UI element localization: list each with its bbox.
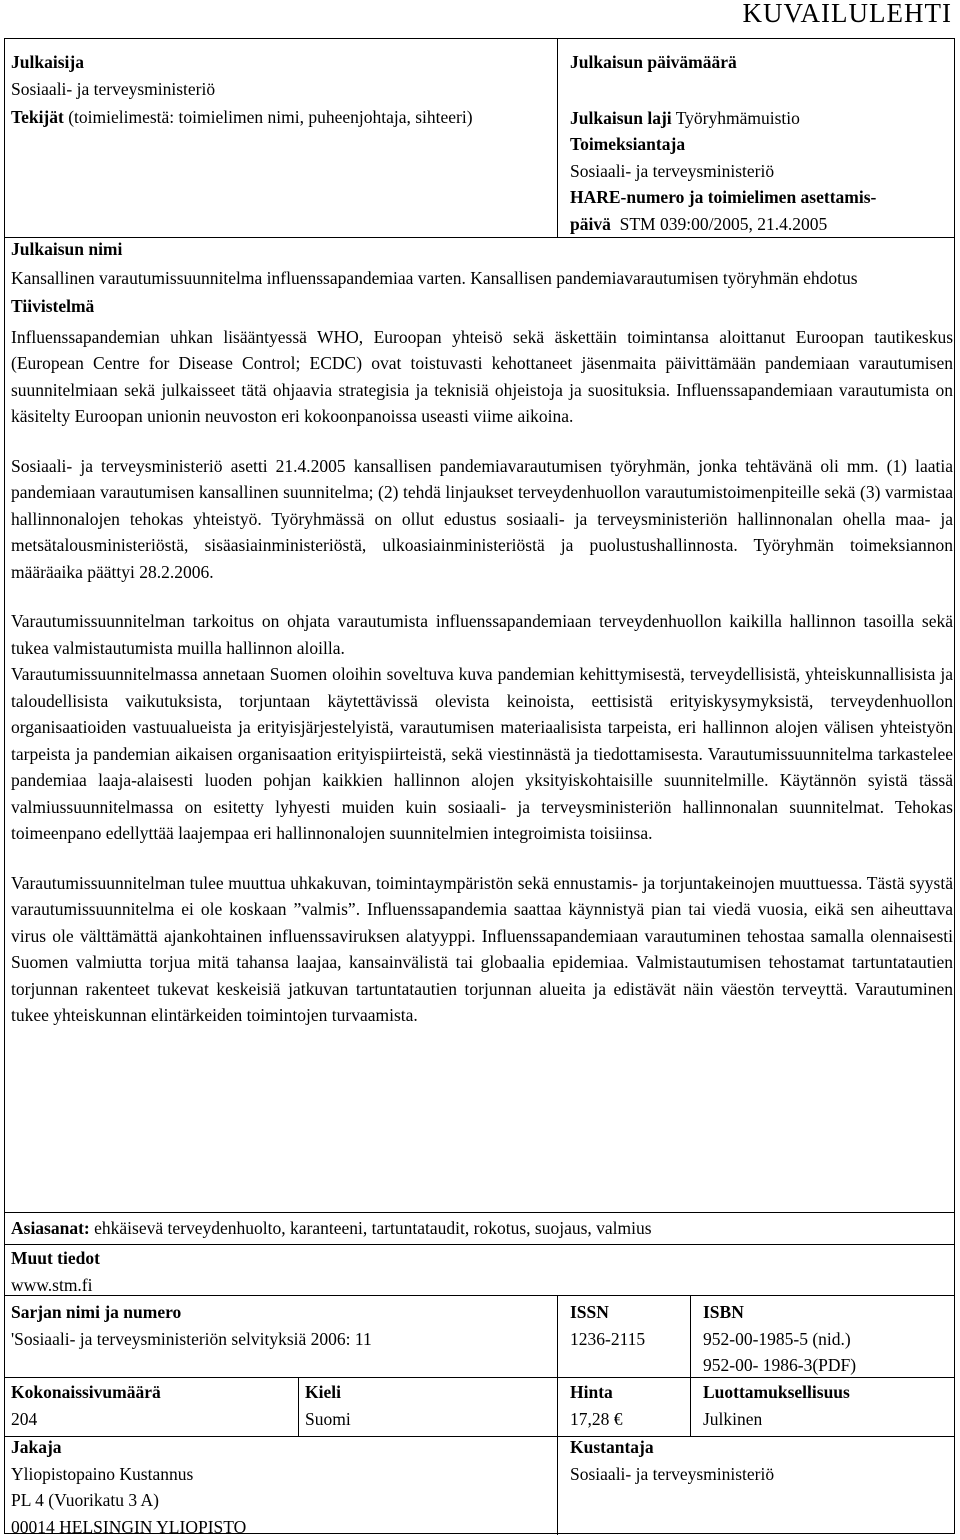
series-label: Sarjan nimi ja numero [11, 1302, 181, 1322]
isbn-field [703, 1299, 948, 1379]
page-count-field [11, 1379, 291, 1432]
isbn-value-pdf: 952-00- 1986-3(PDF) [703, 1352, 948, 1379]
price-label: Hinta [570, 1382, 613, 1402]
publication-info-block [570, 49, 950, 237]
series-value: 'Sosiaali- ja terveysministeriön selvityksiä 2006: 11 [11, 1326, 551, 1353]
publisher-house-value: Sosiaali- ja terveysministeriö [570, 1461, 950, 1488]
column-divider [557, 1295, 558, 1535]
page-count-value: 204 [11, 1406, 291, 1433]
isbn-label: ISBN [703, 1302, 744, 1322]
publication-type-value: Työryhmämuistio [676, 108, 800, 128]
commissioner-value: Sosiaali- ja terveysministeriö [570, 158, 950, 185]
confidentiality-label: Luottamuksellisuus [703, 1382, 850, 1402]
issn-value: 1236-2115 [570, 1326, 685, 1353]
hare-value: STM 039:00/2005, 21.4.2005 [620, 214, 828, 234]
publisher-house-label: Kustantaja [570, 1437, 654, 1457]
title-label: Julkaisun nimi [11, 239, 122, 259]
summary-paragraph: Varautumissuunnitelman tulee muuttua uhkakuvan, toimintaympäristön sekä ennustamis- ja torjuntakeinojen muuttuessa. Tästä syystä varautumissuunnitelma ei ole koskaan ”valmis”. Influenssapandemia saattaa käynnistyä pian tai viedä vuosia, eikä sen aiheuttava virus ole välttämättä ajankohtainen influenssaviruksen alatyyppi. Influenssapandemiaan varautuminen tehostaa samalla olennaisesti Suomen valmiutta torjua mitä tahansa laajaa, kansainvälistä tai globaalia epidemiaa. Valmistautumisen tehostamat tartuntatautien torjunnan rakenteet tukevat keskeisiä jatkuvan tartuntatautien torjunnan alueita ja edistävät näin väestön terveyttä. Varautuminen tukee yhteiskunnan elintärkeiden toimintojen turvaamista. [11, 870, 953, 1029]
summary-paragraph: Influenssapandemian uhkan lisääntyessä WHO, Euroopan yhteisö sekä äskettäin toimintansa aloittanut Euroopan tautikeskus (European Centre for Disease Control; ECDC) ovat toistuvasti kehottaneet jäsenmaita päivittämään pandemiaan varautumisen suunnitelmiaan sekä julkaisseet tätä ohjaavia strategisia ja teknisiä ohjeistoja ja suosituksia. Influenssapandemiaan varautumista on käsitelty Euroopan unionin neuvoston eri kokoonpanoissa useasti viime aikoina. [11, 324, 953, 430]
distributor-label: Jakaja [11, 1437, 62, 1457]
commissioner-label: Toimeksiantaja [570, 134, 685, 154]
authors-label-detail: (toimielimestä: toimielimen nimi, puheenjohtaja, sihteeri) [64, 107, 473, 127]
price-value: 17,28 € [570, 1406, 685, 1433]
authors-label: Tekijät [11, 107, 64, 127]
keywords-label: Asiasanat: [11, 1218, 90, 1238]
main-content [11, 236, 953, 1029]
series-field [11, 1299, 551, 1352]
price-field [570, 1379, 685, 1432]
column-divider [557, 39, 558, 237]
language-value: Suomi [305, 1406, 550, 1433]
hare-label: HARE-numero ja toimielimen asettamis- [570, 187, 876, 207]
row-divider [5, 1212, 954, 1213]
language-field [305, 1379, 550, 1432]
distributor-line: Yliopistopaino Kustannus [11, 1461, 551, 1488]
summary-label: Tiivistelmä [11, 296, 94, 316]
distributor-line: PL 4 (Vuorikatu 3 A) [11, 1487, 551, 1514]
confidentiality-value: Julkinen [703, 1406, 948, 1433]
document-heading: KUVAILULEHTI [743, 0, 952, 30]
summary-paragraph: Varautumissuunnitelmassa annetaan Suomen oloihin soveltuva kuva pandemian kehittymisestä, terveydellisistä, yhteiskunnallisista ja taloudellisista vaikutuksista, torjuntaan käytettävissä olevista keinoista, eettisistä erityiskysymyksistä, terveydenhuollon organisaatioiden vastuualueista ja erityisjärjestelyistä, varautumisen materiaalisista tarpeista, eri hallinnon alojen välisen yhteistyön tarpeista ja pandemian aikaisen organisaation erityispiirteistä, sekä viestinnästä ja tiedottamisesta. Varautumissuunnitelma tarkastelee pandemiaa laaja-alaisesti luoden pohjan kaikkien hallinnon alojen yksityiskohtaisille suunnitelmille. Käytännön syistä tässä valmiussuunnitelmassa on esitetty lyhyesti muiden kuin sosiaali- ja terveysministeriön hallinnonalan suunnitelmat. Tehokas toimeenpano edellyttää laajempaa eri hallinnonalojen suunnitelmien integroimista toisiinsa. [11, 661, 953, 847]
summary-paragraph: Varautumissuunnitelman tarkoitus on ohjata varautumista influenssapandemiaan terveydenhuollon kaikilla hallinnon tasoilla sekä tukea valmistautumista muilla hallinnon aloilla. [11, 608, 953, 661]
summary-paragraph: Sosiaali- ja terveysministeriö asetti 21.4.2005 kansallisen pandemiavarautumisen työryhmän, jonka tehtävänä oli mm. (1) laatia pandemiaan varautumisen kansallinen suunnitelma; (2) tehdä linjaukset terveydenhuollon varautumistoimenpiteille sekä (3) varmistaa hallinnonalojen tehokas yhteistyö. Työryhmässä on ollut edustus sosiaali- ja terveysministeriön hallinnonalan ohella maa- ja metsätalousministeriöstä, sisäasiainministeriöstä, ulkoasiainministeriöstä ja puolustushallinnosta. Työryhmän toimeksiannon määräaika päättyi 28.2.2006. [11, 453, 953, 586]
description-sheet-table [4, 38, 955, 1534]
language-label: Kieli [305, 1382, 341, 1402]
publication-date-label: Julkaisun päivämäärä [570, 52, 737, 72]
keywords-field [11, 1215, 951, 1242]
other-info-label: Muut tiedot [11, 1248, 100, 1268]
distributor-line: 00014 HELSINGIN YLIOPISTO [11, 1514, 551, 1540]
keywords-value: ehkäisevä terveydenhuolto, karanteeni, tartuntataudit, rokotus, suojaus, valmius [90, 1218, 652, 1238]
other-info-field [11, 1245, 551, 1298]
page-count-label: Kokonaissivumäärä [11, 1382, 161, 1402]
hare-label-cont: päivä [570, 214, 611, 234]
publisher-label: Julkaisija [11, 52, 84, 72]
issn-label: ISSN [570, 1302, 609, 1322]
distributor-field [11, 1434, 551, 1540]
column-divider [298, 1377, 299, 1436]
publisher-house-field [570, 1434, 950, 1487]
publisher-value: Sosiaali- ja terveysministeriö [11, 76, 546, 103]
title-value: Kansallinen varautumissuunnitelma influenssapandemiaa varten. Kansallisen pandemiavarautumisen työryhmän ehdotus [11, 265, 953, 292]
issn-field [570, 1299, 685, 1352]
confidentiality-field [703, 1379, 948, 1432]
publication-type-label: Julkaisun laji [570, 108, 672, 128]
isbn-value-print: 952-00-1985-5 (nid.) [703, 1326, 948, 1353]
publisher-block [11, 49, 546, 131]
authors-field [11, 104, 511, 131]
column-divider [690, 1295, 691, 1436]
other-info-value: www.stm.fi [11, 1272, 551, 1299]
